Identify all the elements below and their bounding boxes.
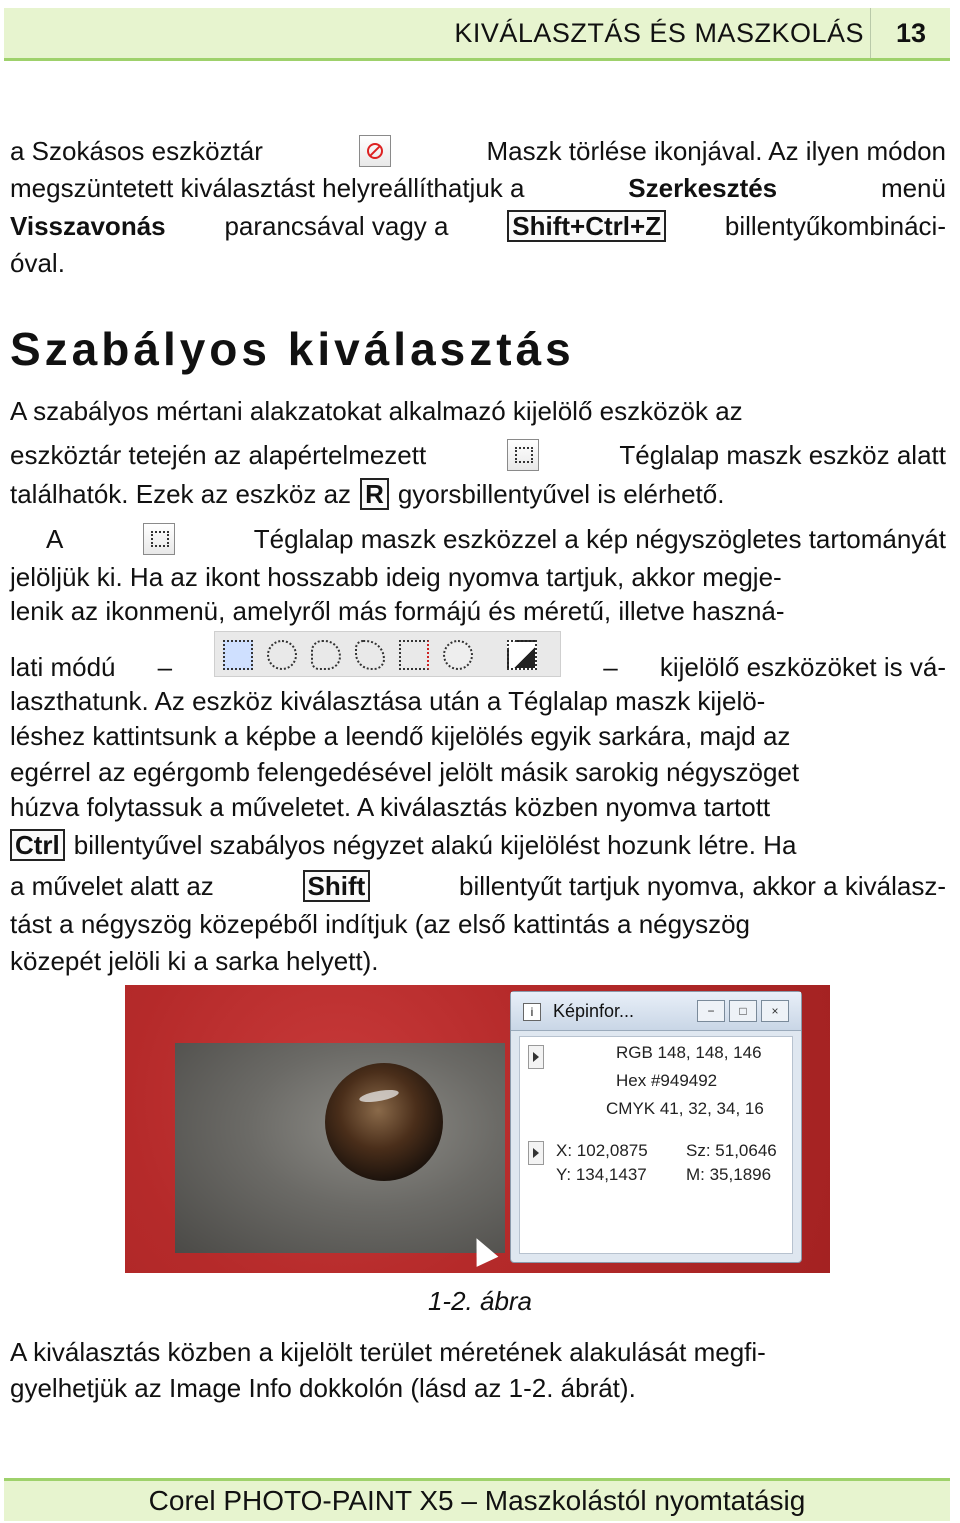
p3-line-6 [10,719,946,753]
width-value: Sz: 51,0646 [686,1141,777,1160]
x-coordinate: X: 102,0875 [556,1141,648,1160]
text: megszüntetett kiválasztást helyreállíthatjuk a [10,173,525,203]
text: billentyűt tartjuk nyomva, akkor a kiválasz- [459,871,946,901]
y-coordinate: Y: 134,1437 [556,1165,647,1184]
text: A szabályos mértani alakzatokat alkalmazó kijelölő eszközök az [10,396,743,426]
p1-line-4 [10,246,946,280]
figure-image-info [125,985,830,1273]
image-info-docker [510,991,802,1263]
expand-arrow-icon[interactable] [528,1045,544,1069]
p1-line-1 [10,134,946,168]
text: egérrel az egérgomb felengedésével jelölt másik sarokig négyszöget [10,757,800,787]
figure-caption: 1-2. ábra [427,1286,533,1316]
text: jelöljük ki. Ha az ikont hosszabb ideig nyomva tartjuk, akkor megje- [10,562,782,592]
shortcut-key: Shift [303,870,371,902]
p3-line-8 [10,790,946,824]
close-icon[interactable]: × [761,1000,789,1022]
text: gyelhetjük az Image Info dokkolón (lásd az 1-2. ábrát). [10,1373,636,1403]
rectangle-mask-tool-icon [223,640,253,670]
text: tást a négyszög közepéből indítjuk (az első kattintás a négyszög [10,909,750,939]
docker-panel [519,1036,793,1254]
text: Maszk törlése ikonjával. Az ilyen módon [486,136,946,166]
text: Téglalap maszk eszközzel a kép négyszögletes tartományát [253,524,946,554]
text: léshez kattintsunk a képbe a leendő kijelölés egyik sarkára, majd az [10,721,791,751]
p3-line-9 [10,828,946,862]
section-heading: Szabályos kiválasztás [10,323,575,375]
shortcut-key: Ctrl [10,829,65,861]
p4-line-2 [10,1371,946,1405]
p2-line-1 [10,394,946,428]
p3-line-5 [10,684,946,718]
text: óval. [10,248,65,278]
docker-titlebar [511,992,801,1031]
text: parancsával vagy a [224,211,449,241]
mask-tool-flyout [214,631,561,677]
text: A kiválasztás közben a kijelölt terület méretének alakulását megfi- [10,1337,766,1367]
info-icon: i [523,1003,541,1021]
command-name: Visszavonás [10,211,166,241]
hex-value: Hex #949492 [616,1071,718,1090]
rgb-value: RGB 148, 148, 146 [616,1043,762,1062]
text: találhatók. Ezek az eszköz az [10,479,352,509]
shortcut-key: R [360,478,389,510]
p3-line-7 [10,755,946,789]
height-value: M: 35,1896 [686,1165,772,1184]
text: a Szokásos eszköztár [10,136,263,166]
p3-line-12 [10,944,946,978]
menu-name: Szerkesztés [628,173,778,203]
footer-title: Corel PHOTO-PAINT X5 – Maszkolástól nyomtatásig [148,1485,806,1516]
text: Téglalap maszk eszköz alatt [619,440,946,470]
p3-line-11 [10,907,946,941]
text: gyorsbillentyűvel is elérhető. [397,479,725,509]
shortcut-key: Shift+Ctrl+Z [507,210,666,242]
header-divider [870,8,871,58]
ellipse-mask-tool-icon [267,640,297,670]
text: lati módú [10,652,116,682]
text: – [603,652,618,682]
text: a művelet alatt az [10,871,214,901]
koala-eye [325,1063,443,1181]
p1-line-2 [10,171,946,205]
clear-mask-icon [359,135,391,167]
p1-line-3 [10,209,946,243]
magnetic-mask-tool-icon [399,640,429,670]
brush-mask-tool-icon [507,640,537,670]
minimize-icon[interactable]: − [697,1000,725,1022]
text: billentyűvel szabályos négyzet alakú kijelölést hozunk létre. Ha [73,830,797,860]
p3-line-10 [10,869,946,903]
p3-line-4 [10,630,946,682]
lasso-mask-tool-icon [355,640,385,670]
text: közepét jelöli ki a sarka helyett). [10,946,379,976]
text: A [46,524,64,554]
text: menü [880,173,946,203]
p2-line-2 [10,438,946,472]
p3-line-2 [10,560,946,594]
koala-photo [175,1043,505,1253]
page-header [4,8,950,61]
p3-line-1 [46,522,946,556]
text: billentyűkombináci- [724,211,946,241]
text: eszköztár tetején az alapértelmezett [10,440,427,470]
chapter-title: KIVÁLASZTÁS ÉS MASZKOLÁS [454,18,864,48]
p2-line-3 [10,477,946,511]
maximize-icon[interactable]: □ [729,1000,757,1022]
page-number: 13 [895,18,927,48]
text: húzva folytassuk a műveletet. A kiválasztás közben nyomva tartott [10,792,771,822]
docker-title: Képinfor... [553,1001,635,1021]
text: lenik az ikonmenü, amelyről más formájú és méretű, illetve haszná- [10,596,785,626]
p3-line-3 [10,594,946,628]
freehand-mask-tool-icon [311,640,341,670]
text: kijelölő eszközöket is vá- [659,652,946,682]
p4-line-1 [10,1335,946,1369]
rectangle-mask-icon [143,523,175,555]
cmyk-value: CMYK 41, 32, 34, 16 [606,1099,764,1118]
expand-arrow-icon[interactable] [528,1141,544,1165]
rectangle-mask-icon [507,439,539,471]
text: – [157,652,173,682]
text: laszthatunk. Az eszköz kiválasztása után a Téglalap maszk kijelö- [10,686,766,716]
magic-wand-mask-tool-icon [443,640,473,670]
page-footer [4,1478,950,1521]
